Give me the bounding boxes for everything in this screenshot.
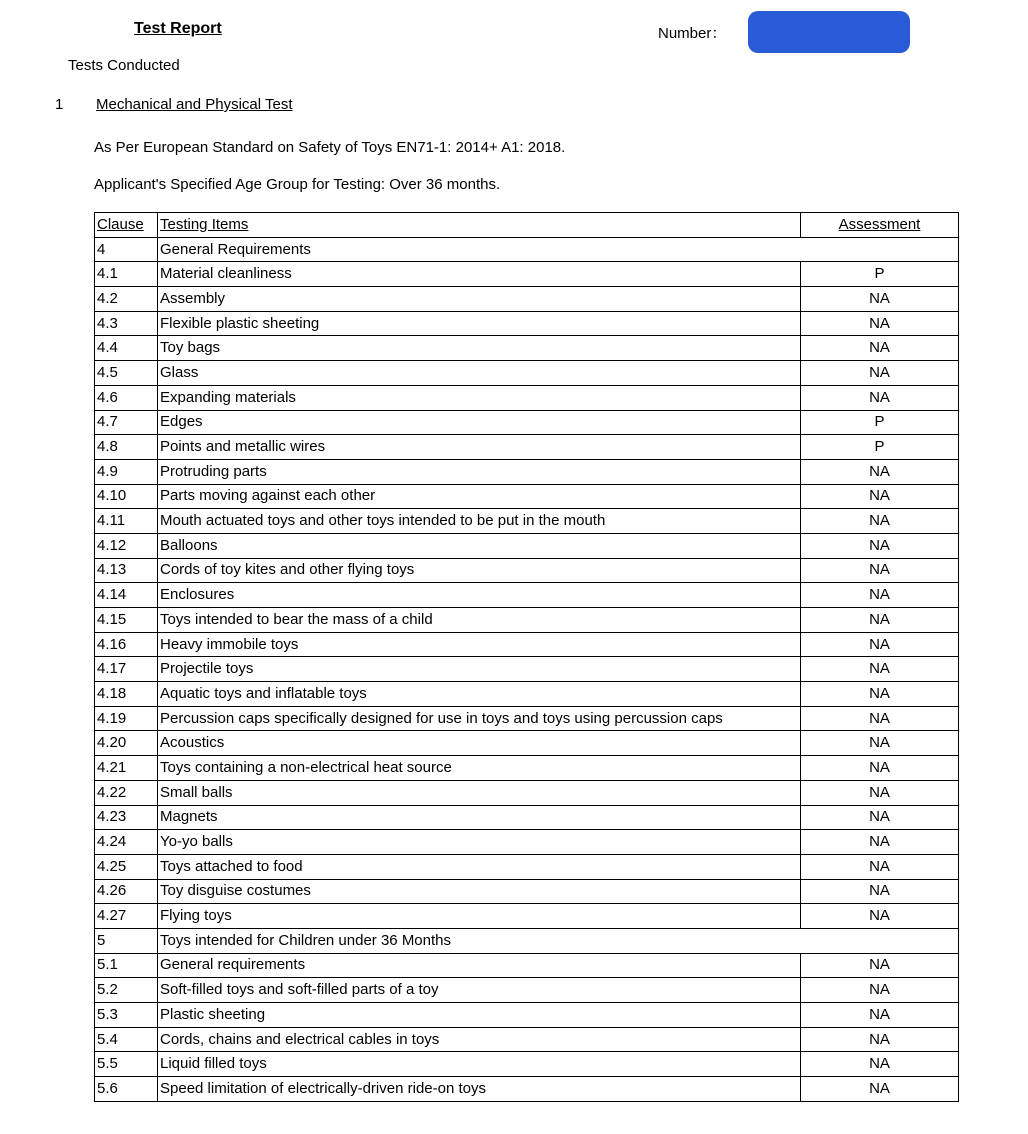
report-title: Test Report	[134, 20, 222, 37]
testing-item-cell: Plastic sheeting	[158, 1003, 801, 1028]
table-row	[95, 311, 959, 336]
table-header-row	[95, 213, 959, 238]
table-row	[95, 657, 959, 682]
testing-item-cell: Edges	[158, 410, 801, 435]
table-row	[95, 583, 959, 608]
age-group-statement: Applicant's Specified Age Group for Testing: Over 36 months.	[94, 176, 501, 193]
testing-item-cell: Flying toys	[158, 904, 801, 929]
assessment-cell: NA	[801, 657, 959, 682]
testing-item-cell: Percussion caps specifically designed for use in toys and toys using percussion caps	[158, 706, 801, 731]
section-number: 1	[55, 96, 64, 113]
assessment-cell: NA	[801, 484, 959, 509]
table-row	[95, 287, 959, 312]
clause-cell: 4.8	[95, 435, 158, 460]
testing-item-cell: Toys intended for Children under 36 Months	[158, 928, 959, 953]
clause-cell: 4.15	[95, 608, 158, 633]
assessment-cell: NA	[801, 361, 959, 386]
testing-item-cell: Enclosures	[158, 583, 801, 608]
section-title: Mechanical and Physical Test	[96, 96, 293, 113]
table-row	[95, 731, 959, 756]
testing-item-cell: General Requirements	[158, 237, 959, 262]
clause-cell: 4.14	[95, 583, 158, 608]
table-group-row	[95, 237, 959, 262]
testing-item-cell: Toys intended to bear the mass of a child	[158, 608, 801, 633]
assessment-cell: NA	[801, 978, 959, 1003]
assessment-cell: NA	[801, 558, 959, 583]
table-row	[95, 484, 959, 509]
assessment-cell: NA	[801, 830, 959, 855]
clause-cell: 4	[95, 237, 158, 262]
clause-cell: 4.3	[95, 311, 158, 336]
table-row	[95, 879, 959, 904]
tests-conducted-heading: Tests Conducted	[68, 57, 180, 74]
assessment-cell: NA	[801, 287, 959, 312]
assessment-cell: NA	[801, 805, 959, 830]
testing-item-cell: Heavy immobile toys	[158, 632, 801, 657]
testing-item-cell: Parts moving against each other	[158, 484, 801, 509]
table-row	[95, 805, 959, 830]
testing-item-cell: Expanding materials	[158, 385, 801, 410]
assessment-cell: NA	[801, 756, 959, 781]
assessment-cell: NA	[801, 385, 959, 410]
table-row	[95, 336, 959, 361]
assessment-cell: NA	[801, 706, 959, 731]
testing-item-cell: Toy disguise costumes	[158, 879, 801, 904]
clause-cell: 4.27	[95, 904, 158, 929]
clause-cell: 5.5	[95, 1052, 158, 1077]
testing-item-cell: Soft-filled toys and soft-filled parts of a toy	[158, 978, 801, 1003]
testing-item-cell: Aquatic toys and inflatable toys	[158, 682, 801, 707]
clause-cell: 4.1	[95, 262, 158, 287]
testing-item-cell: Mouth actuated toys and other toys intended to be put in the mouth	[158, 509, 801, 534]
assessment-header: Assessment	[801, 213, 959, 238]
assessment-cell: NA	[801, 780, 959, 805]
table-row	[95, 262, 959, 287]
testing-item-cell: Cords of toy kites and other flying toys	[158, 558, 801, 583]
assessment-cell: NA	[801, 459, 959, 484]
clause-cell: 4.25	[95, 854, 158, 879]
assessment-cell: NA	[801, 682, 959, 707]
assessment-cell: NA	[801, 953, 959, 978]
clause-cell: 4.19	[95, 706, 158, 731]
clause-cell: 4.24	[95, 830, 158, 855]
table-body	[95, 237, 959, 1101]
clause-cell: 4.10	[95, 484, 158, 509]
table-row	[95, 558, 959, 583]
assessment-cell: NA	[801, 904, 959, 929]
table-row	[95, 1027, 959, 1052]
table-row	[95, 756, 959, 781]
assessment-cell: NA	[801, 854, 959, 879]
table-row	[95, 632, 959, 657]
table-row	[95, 1003, 959, 1028]
table-row	[95, 706, 959, 731]
testing-item-cell: Toys containing a non-electrical heat source	[158, 756, 801, 781]
table-row	[95, 509, 959, 534]
assessment-cell: NA	[801, 583, 959, 608]
table-row	[95, 361, 959, 386]
table-row	[95, 410, 959, 435]
testing-item-cell: Assembly	[158, 287, 801, 312]
clause-cell: 5.2	[95, 978, 158, 1003]
table-row	[95, 608, 959, 633]
clause-cell: 4.2	[95, 287, 158, 312]
testing-item-cell: Balloons	[158, 533, 801, 558]
clause-cell: 4.26	[95, 879, 158, 904]
testing-item-cell: Cords, chains and electrical cables in toys	[158, 1027, 801, 1052]
table-row	[95, 533, 959, 558]
clause-cell: 5.6	[95, 1077, 158, 1102]
clause-cell: 4.16	[95, 632, 158, 657]
assessment-cell: NA	[801, 608, 959, 633]
clause-header: Clause	[95, 213, 158, 238]
testing-item-cell: Yo-yo balls	[158, 830, 801, 855]
testing-item-cell: Speed limitation of electrically-driven ride-on toys	[158, 1077, 801, 1102]
clause-cell: 4.12	[95, 533, 158, 558]
assessment-cell: P	[801, 262, 959, 287]
clause-cell: 4.5	[95, 361, 158, 386]
assessment-cell: NA	[801, 1052, 959, 1077]
standard-reference: As Per European Standard on Safety of Toys EN71-1: 2014+ A1: 2018.	[94, 139, 566, 156]
table-row	[95, 780, 959, 805]
testing-item-cell: Points and metallic wires	[158, 435, 801, 460]
assessment-cell: NA	[801, 879, 959, 904]
clause-cell: 5.4	[95, 1027, 158, 1052]
table-row	[95, 854, 959, 879]
assessment-cell: NA	[801, 1077, 959, 1102]
testing-item-cell: Flexible plastic sheeting	[158, 311, 801, 336]
testing-item-cell: General requirements	[158, 953, 801, 978]
table-row	[95, 385, 959, 410]
clause-cell: 4.17	[95, 657, 158, 682]
testing-item-cell: Toy bags	[158, 336, 801, 361]
assessment-cell: NA	[801, 336, 959, 361]
clause-cell: 4.20	[95, 731, 158, 756]
assessment-cell: NA	[801, 632, 959, 657]
clause-cell: 4.6	[95, 385, 158, 410]
table-group-row	[95, 928, 959, 953]
testing-item-cell: Acoustics	[158, 731, 801, 756]
testing-item-cell: Material cleanliness	[158, 262, 801, 287]
table-row	[95, 978, 959, 1003]
assessment-cell: NA	[801, 311, 959, 336]
clause-cell: 4.7	[95, 410, 158, 435]
testing-item-cell: Glass	[158, 361, 801, 386]
testing-item-cell: Magnets	[158, 805, 801, 830]
table-row	[95, 1052, 959, 1077]
assessment-cell: P	[801, 410, 959, 435]
clause-cell: 4.18	[95, 682, 158, 707]
clause-cell: 5.1	[95, 953, 158, 978]
table-row	[95, 830, 959, 855]
assessment-cell: NA	[801, 731, 959, 756]
testing-item-cell: Small balls	[158, 780, 801, 805]
clause-cell: 4.23	[95, 805, 158, 830]
table-row	[95, 682, 959, 707]
clause-cell: 4.13	[95, 558, 158, 583]
clause-cell: 4.21	[95, 756, 158, 781]
testing-item-cell: Protruding parts	[158, 459, 801, 484]
assessment-cell: NA	[801, 1003, 959, 1028]
clause-cell: 4.9	[95, 459, 158, 484]
clause-cell: 5.3	[95, 1003, 158, 1028]
report-number-label: Number：	[658, 25, 727, 42]
assessment-cell: P	[801, 435, 959, 460]
assessment-cell: NA	[801, 1027, 959, 1052]
clause-cell: 4.4	[95, 336, 158, 361]
table-row	[95, 459, 959, 484]
testing-item-cell: Liquid filled toys	[158, 1052, 801, 1077]
table-row	[95, 1077, 959, 1102]
table-row	[95, 904, 959, 929]
testing-item-cell: Toys attached to food	[158, 854, 801, 879]
assessment-table	[94, 212, 959, 1102]
clause-cell: 4.11	[95, 509, 158, 534]
assessment-cell: NA	[801, 533, 959, 558]
table-row	[95, 953, 959, 978]
table-row	[95, 435, 959, 460]
testing-items-header: Testing Items	[158, 213, 801, 238]
redacted-report-number	[748, 11, 910, 53]
assessment-cell: NA	[801, 509, 959, 534]
clause-cell: 4.22	[95, 780, 158, 805]
testing-item-cell: Projectile toys	[158, 657, 801, 682]
clause-cell: 5	[95, 928, 158, 953]
